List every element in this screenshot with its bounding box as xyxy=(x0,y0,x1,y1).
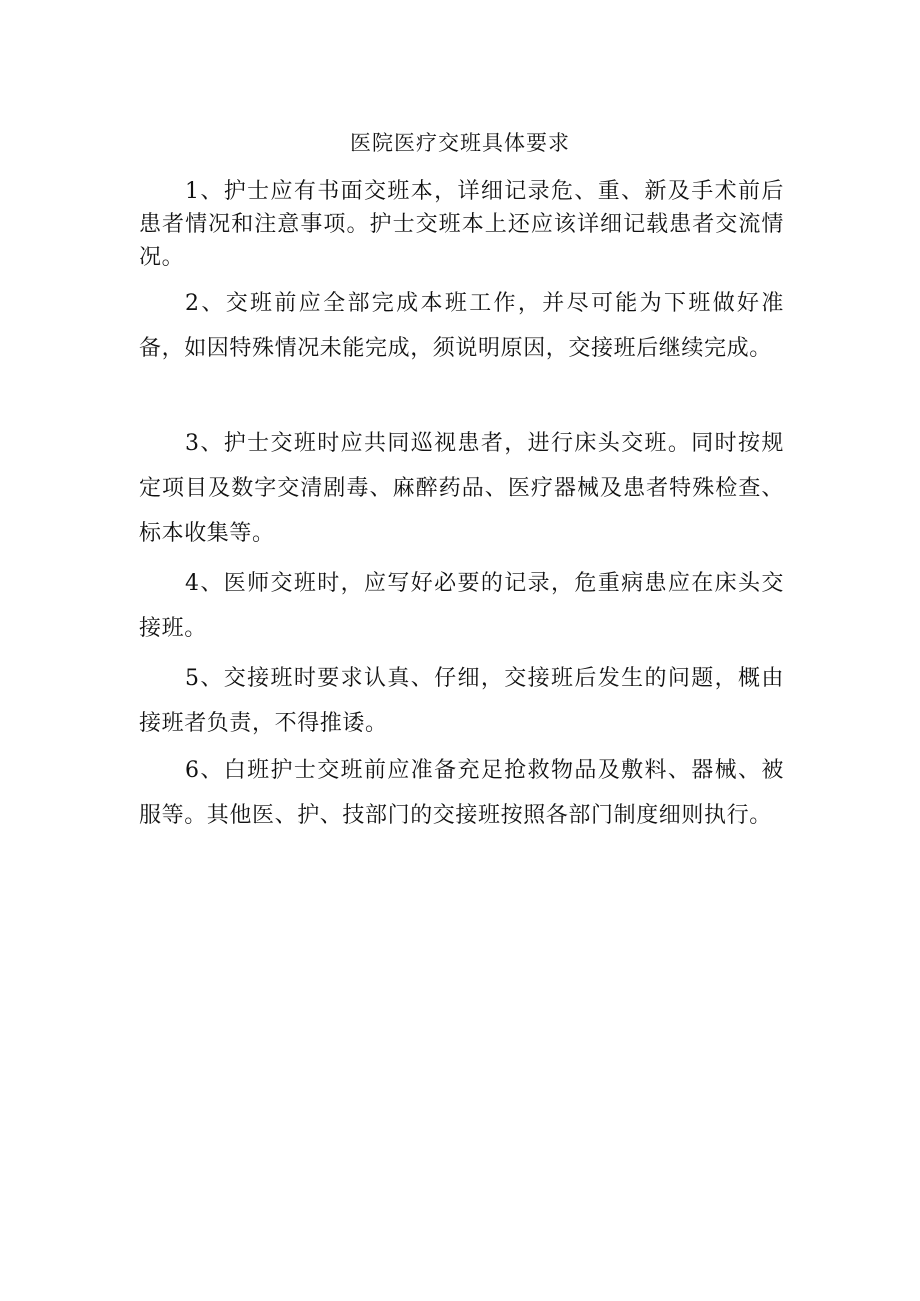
paragraph-2: 2、交班前应全部完成本班工作，并尽可能为下班做好准备，如因特殊情况未能完成，须说明原因，交接班后继续完成。 xyxy=(139,291,784,361)
paragraph-3: 3、护士交班时应共同巡视患者，进行床头交班。同时按规定项目及数字交清剧毒、麻醉药品、医疗器械及患者特殊检查、标本收集等。 xyxy=(139,431,784,546)
paragraph-5: 5、交接班时要求认真、仔细，交接班后发生的问题，概由接班者负责，不得推诿。 xyxy=(139,666,784,736)
paragraph-6: 6、白班护士交班前应准备充足抢救物品及敷料、器械、被服等。其他医、护、技部门的交接班按照各部门制度细则执行。 xyxy=(139,758,784,828)
document-title: 医院医疗交班具体要求 xyxy=(350,131,570,155)
paragraph-1: 1、护士应有书面交班本，详细记录危、重、新及手术前后患者情况和注意事项。护士交班本上还应该详细记载患者交流情况。 xyxy=(139,179,784,270)
paragraph-4: 4、医师交班时，应写好必要的记录，危重病患应在床头交接班。 xyxy=(139,571,784,641)
